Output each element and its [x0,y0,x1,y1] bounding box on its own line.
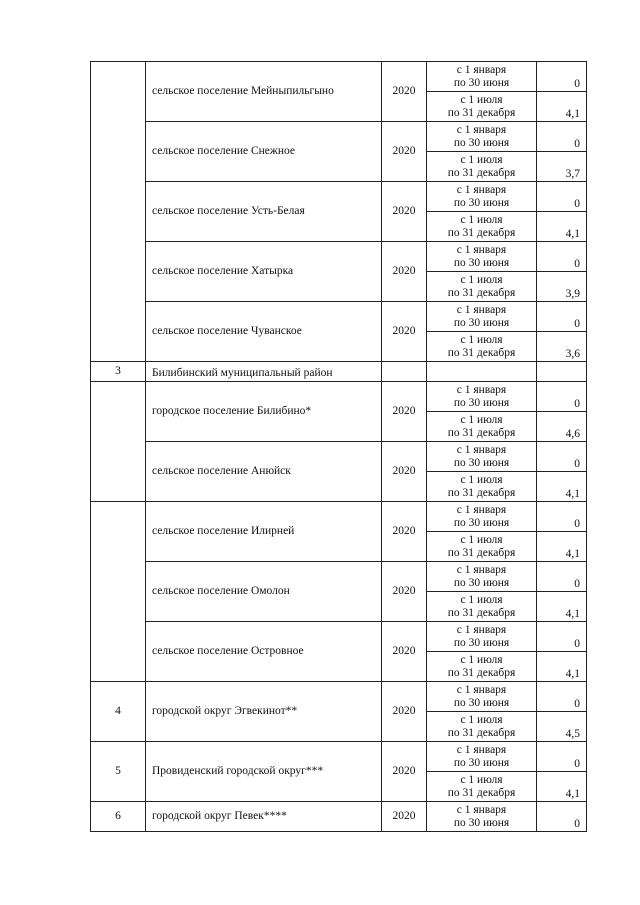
period-first [427,802,537,832]
value-first-half: 0 [537,622,587,652]
row-number: 5 [91,742,146,802]
period-line: по 31 декабря [447,726,516,739]
period-line: по 30 июня [453,136,510,149]
period-line: с 1 июля [460,153,503,166]
period-line: по 31 декабря [447,666,516,679]
period-line: с 1 января [456,183,507,196]
period-line: с 1 января [456,383,507,396]
period-line: по 31 декабря [447,786,516,799]
year-cell: 2020 [382,802,427,832]
period-line: с 1 января [456,63,507,76]
period-first [427,122,537,152]
period-line: с 1 января [456,743,507,756]
value-second-half: 4,1 [537,592,587,622]
year-cell: 2020 [382,122,427,182]
year-cell: 2020 [382,682,427,742]
value-second-half: 4,1 [537,652,587,682]
period-second [427,712,537,742]
value-first-half: 0 [537,502,587,532]
value-first-half: 0 [537,182,587,212]
table-row [91,302,587,332]
value-second-half: 4,1 [537,212,587,242]
settlement-name: сельское поселение Островное [146,622,382,682]
period-line: с 1 июля [460,593,503,606]
period-line: с 1 июля [460,533,503,546]
period-line: с 1 июля [460,93,503,106]
year-cell: 2020 [382,742,427,802]
value-second-half: 3,7 [537,152,587,182]
value-first-half: 0 [537,122,587,152]
value-first-half: 0 [537,742,587,772]
period-line: с 1 января [456,563,507,576]
period-second [427,532,537,562]
period-line: с 1 января [456,123,507,136]
settlement-name: сельское поселение Илирней [146,502,382,562]
value-first-half: 0 [537,242,587,272]
table-row [91,122,587,152]
year-cell: 2020 [382,242,427,302]
row-number [91,382,146,502]
period-second [427,332,537,362]
period-line: с 1 января [456,803,507,816]
table-row [91,562,587,592]
row-number [91,62,146,362]
value-first-half: 0 [537,802,587,832]
value-second-half: 3,6 [537,332,587,362]
year-cell: 2020 [382,502,427,562]
value-first-half: 0 [537,382,587,412]
table-row [91,382,587,412]
period-line: с 1 июля [460,333,503,346]
period-first [427,62,537,92]
settlement-name: сельское поселение Снежное [146,122,382,182]
settlement-name: сельское поселение Мейныпильгыно [146,62,382,122]
table-row [91,802,587,832]
period-line: по 31 декабря [447,606,516,619]
value-second-half: 3,9 [537,272,587,302]
value-second-half: 4,6 [537,412,587,442]
value-second-half: 4,1 [537,92,587,122]
period-line: с 1 января [456,443,507,456]
value-first-half: 0 [537,62,587,92]
period-second [427,652,537,682]
settlement-name: сельское поселение Чуванское [146,302,382,362]
settlement-name: сельское поселение Омолон [146,562,382,622]
table-row [91,682,587,712]
period-line: с 1 июля [460,653,503,666]
period-line: по 31 декабря [447,106,516,119]
period-line: по 30 июня [453,636,510,649]
row-number: 6 [91,802,146,832]
period-second [427,472,537,502]
district-header-row [91,362,587,382]
period-line: по 31 декабря [447,166,516,179]
empty-cell [427,362,537,382]
period-line: по 30 июня [453,816,510,829]
period-line: по 30 июня [453,196,510,209]
period-line: по 31 декабря [447,486,516,499]
period-second [427,412,537,442]
period-line: по 30 июня [453,516,510,529]
row-number: 3 [91,362,146,382]
row-number: 4 [91,682,146,742]
period-line: по 30 июня [453,256,510,269]
table-row [91,182,587,212]
empty-cell [537,362,587,382]
period-line: с 1 июля [460,213,503,226]
period-first [427,382,537,412]
period-line: по 30 июня [453,396,510,409]
period-line: по 30 июня [453,756,510,769]
year-cell: 2020 [382,622,427,682]
period-line: по 31 декабря [447,346,516,359]
table-row [91,62,587,92]
settlement-name: сельское поселение Анюйск [146,442,382,502]
settlement-name: городской округ Певек**** [146,802,382,832]
period-second [427,92,537,122]
period-second [427,592,537,622]
settlement-name: сельское поселение Усть-Белая [146,182,382,242]
year-cell: 2020 [382,382,427,442]
year-cell: 2020 [382,62,427,122]
table-row [91,622,587,652]
period-line: по 31 декабря [447,546,516,559]
value-second-half: 4,1 [537,472,587,502]
period-line: с 1 января [456,683,507,696]
settlement-name: Провиденский городской округ*** [146,742,382,802]
settlement-name: городское поселение Билибино* [146,382,382,442]
table-row [91,242,587,272]
period-line: с 1 июля [460,473,503,486]
year-cell: 2020 [382,562,427,622]
period-line: по 30 июня [453,696,510,709]
year-cell: 2020 [382,442,427,502]
period-line: с 1 июля [460,273,503,286]
table-row [91,442,587,472]
value-first-half: 0 [537,302,587,332]
tariff-table [90,61,587,832]
value-second-half: 4,1 [537,772,587,802]
period-line: по 31 декабря [447,426,516,439]
period-line: с 1 января [456,303,507,316]
year-cell: 2020 [382,302,427,362]
period-second [427,772,537,802]
row-number [91,502,146,682]
table-row [91,742,587,772]
district-name: Билибинский муниципальный район [146,362,382,382]
period-second [427,152,537,182]
period-line: с 1 января [456,243,507,256]
period-first [427,182,537,212]
value-first-half: 0 [537,442,587,472]
period-line: с 1 января [456,623,507,636]
settlement-name: городской округ Эгвекинот** [146,682,382,742]
table-row [91,502,587,532]
period-line: по 30 июня [453,76,510,89]
period-line: с 1 июля [460,413,503,426]
value-first-half: 0 [537,562,587,592]
period-first [427,242,537,272]
value-second-half: 4,1 [537,532,587,562]
period-line: с 1 июля [460,773,503,786]
settlement-name: сельское поселение Хатырка [146,242,382,302]
period-line: по 30 июня [453,316,510,329]
value-first-half: 0 [537,682,587,712]
period-second [427,272,537,302]
period-first [427,682,537,712]
period-line: с 1 января [456,503,507,516]
empty-cell [382,362,427,382]
value-second-half: 4,5 [537,712,587,742]
period-first [427,442,537,472]
period-line: по 30 июня [453,576,510,589]
period-first [427,502,537,532]
period-line: с 1 июля [460,713,503,726]
period-first [427,302,537,332]
year-cell: 2020 [382,182,427,242]
period-line: по 31 декабря [447,226,516,239]
period-first [427,562,537,592]
period-first [427,742,537,772]
period-second [427,212,537,242]
period-first [427,622,537,652]
period-line: по 30 июня [453,456,510,469]
period-line: по 31 декабря [447,286,516,299]
